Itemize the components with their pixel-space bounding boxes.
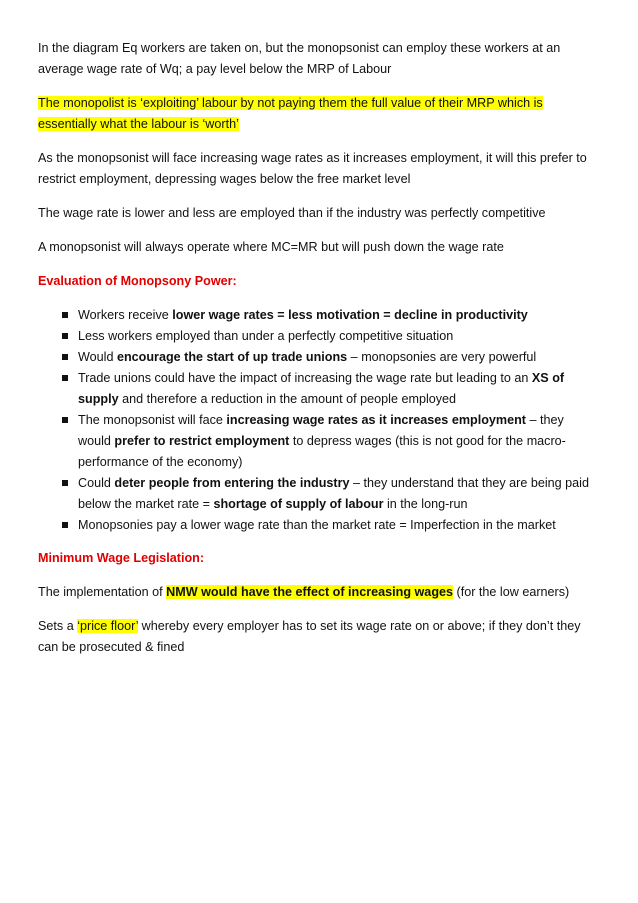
heading-evaluation: Evaluation of Monopsony Power: (38, 274, 237, 288)
evaluation-list (38, 305, 598, 536)
list-item: Less workers employed than under a perfectly competitive situation (62, 326, 598, 347)
square-bullet-icon (62, 312, 68, 318)
paragraph-mc-mr: A monopsonist will always operate where MC=MR but will push down the wage rate (38, 240, 504, 254)
paragraph-diagram: In the diagram Eq workers are taken on, but the monopsonist can employ these workers at an average wage rate of Wq; a pay level below the MRP of Labour (38, 41, 561, 76)
square-bullet-icon (62, 522, 68, 528)
paragraph-nmw: The implementation of NMW would have the effect of increasing wages (for the low earners) (38, 585, 570, 599)
square-bullet-icon (62, 480, 68, 486)
paragraph-price-floor: Sets a ‘price floor’ whereby every employer has to set its wage rate on or above; if they don’t they can be prosecuted & fined (38, 619, 581, 654)
list-item: Monopsonies pay a lower wage rate than the market rate = Imperfection in the market (62, 515, 598, 536)
paragraph-exploiting (38, 93, 598, 135)
highlight-price-floor: ‘price floor’ (77, 619, 139, 633)
list-item: Could deter people from entering the industry – they understand that they are being paid below the market rate = shortage of supply of labour in the long-run (62, 473, 598, 515)
list-item: Trade unions could have the impact of increasing the wage rate but leading to an XS of supply and therefore a reduction in the amount of people employed (62, 368, 598, 410)
paragraph-wage-lower: The wage rate is lower and less are employed than if the industry was perfectly competitive (38, 206, 546, 220)
square-bullet-icon (62, 417, 68, 423)
square-bullet-icon (62, 333, 68, 339)
list-item: Workers receive lower wage rates = less motivation = decline in productivity (62, 305, 598, 326)
highlight-nmw: NMW would have the effect of increasing wages (166, 585, 454, 599)
square-bullet-icon (62, 354, 68, 360)
list-item: Would encourage the start of up trade unions – monopsonies are very powerful (62, 347, 598, 368)
heading-minimum-wage: Minimum Wage Legislation: (38, 551, 205, 565)
square-bullet-icon (62, 375, 68, 381)
list-item: The monopsonist will face increasing wage rates as it increases employment – they would prefer to restrict employment to depress wages (this is not good for the macro-performance of the economy) (62, 410, 598, 473)
highlight-exploiting: The monopolist is ‘exploiting’ labour by not paying them the full value of their MRP which is essentially what the labour is ‘worth’ (38, 96, 543, 131)
paragraph-restrict: As the monopsonist will face increasing wage rates as it increases employment, it will this prefer to restrict employment, depressing wages below the free market level (38, 151, 587, 186)
